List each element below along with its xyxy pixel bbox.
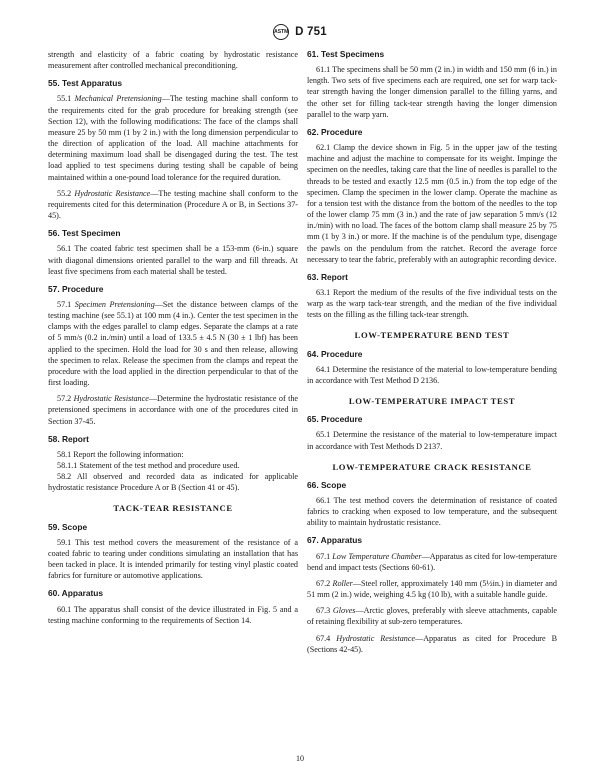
paragraph-62-1: 62.1 Clamp the device shown in Fig. 5 in the upper jaw of the testing machine and adjust the machine to compensate for its weight. Impinge the specimen on the needles, taking care that the line of needles is parallel to the threads to be tested and exactly 12.5 mm (0.5 in.) from the top edge of the specimen. Clamp the specimen in the lower clamp. Operate the machine as for a tension test with the distance from the bottom of the needles to the top of the lower clamp 75 mm (3 in.) and the rate of jaw separation 5 mm/s (12 in./min) with no load. The faces of the bottom clamp shall measure 25 by 75 mm (1 by 3 in.) or more. If the machine is of the pendulum type, disengage the pawls on the pendulum from the ratchet. Record the average force necessary to tear the fabric, preferably with an autographic recording device.	[307, 143, 557, 264]
section-low-temp-impact: LOW-TEMPERATURE IMPACT TEST	[348, 396, 516, 407]
paragraph-intro: strength and elasticity of a fabric coating by hydrostatic resistance measurement after controlled mechanical preconditioning.	[48, 50, 298, 71]
paragraph-58-1-1: 58.1.1 Statement of the test method and procedure used.	[57, 461, 240, 470]
page-header	[0, 24, 600, 40]
section-tack-tear: TACK-TEAR RESISTANCE	[113, 503, 233, 514]
paragraph-58-1: 58.1 Report the following information:	[57, 449, 184, 459]
heading-56: 56. Test Specimen	[48, 228, 121, 239]
section-low-temp-bend: LOW-TEMPERATURE BEND TEST	[354, 330, 510, 341]
heading-62: 62. Procedure	[307, 126, 363, 137]
heading-55: 55. Test Apparatus	[48, 78, 122, 89]
heading-58: 58. Report	[48, 433, 89, 444]
paragraph-61-1: 61.1 The specimens shall be 50 mm (2 in.) in width and 150 mm (6 in.) in length. Two sets of five specimens each are required, one set for warp tack-tear strength having the longer dimension parallel to the filling yarns, and the other set for filling tack-tear strength having the longer dimension parallel to the warp yarn.	[307, 65, 557, 119]
paragraph-59-1: 59.1 This test method covers the measurement of the resistance of a coated fabric to tearing under conditions simulating an installation that has been tacked in place. It is intended primarily for testing vinyl plastic coated fabrics for furniture or automotive applications.	[48, 537, 298, 581]
page-number: 10	[296, 754, 304, 763]
paragraph-55-2: 55.2 Hydrostatic Resistance—The testing machine shall conform to the requirements cited for this determination (Procedure A or B, in Sections 37-45).	[48, 188, 299, 221]
designation-title: D 751	[295, 26, 327, 38]
paragraph-67-2: 67.2 Roller—Steel roller, approximately 140 mm (5½in.) in diameter and 51 mm (2 in.) wide, weighing 4.5 kg (10 lb), with a suitable handle guide.	[307, 578, 557, 600]
paragraph-67-1: 67.1 Low Temperature Chamber—Apparatus as cited for low-temperature bend and impact tests (Sections 60-61).	[307, 551, 558, 572]
paragraph-56-1: 56.1 The coated fabric test specimen shall be a 153-mm (6-in.) square with diagonal dimensions oriented parallel to the warp and fill threads. At least five specimens from each material shall be tested.	[48, 244, 298, 276]
heading-66: 66. Scope	[307, 479, 347, 490]
heading-60: 60. Apparatus	[48, 588, 104, 599]
paragraph-55-1: 55.1 Mechanical Pretensioning—The testing machine shall conform to the requirements cited for the grab procedure for breaking strength (see Section 12), with the following modifications: The face of the clamps shall measure 25 by 50 mm (1 by 2 in.) with the long dimension perpendicular to the direction of application of the load. All machine attachments for determining maximum load shall be disengaged during the test. The test load applied to test specimens during testing shall be capable of being maintained within a one-pound load tolerance for the required duration.	[48, 94, 298, 182]
heading-59: 59. Scope	[48, 521, 88, 532]
paragraph-67-4: 67.4 Hydrostatic Resistance—Apparatus as cited for Procedure B (Sections 42-45).	[307, 633, 558, 654]
astm-logo: ASTM	[273, 24, 289, 40]
section-low-temp-crack: LOW-TEMPERATURE CRACK RESISTANCE	[332, 461, 532, 472]
heading-67: 67. Apparatus	[307, 535, 363, 546]
paragraph-57-2: 57.2 Hydrostatic Resistance—Determine the hydrostatic resistance of the pretensioned specimens in accordance with one of the procedures cited in Section 37-45.	[48, 394, 299, 426]
paragraph-60-1: 60.1 The apparatus shall consist of the device illustrated in Fig. 5 and a testing machine conforming to the requirements of Section 14.	[48, 604, 298, 625]
heading-65: 65. Procedure	[307, 414, 363, 425]
left-column	[48, 49, 298, 631]
heading-63: 63. Report	[307, 271, 348, 282]
heading-61: 61. Test Specimens	[307, 49, 385, 59]
heading-64: 64. Procedure	[307, 348, 363, 359]
paragraph-65-1: 65.1 Determine the resistance of the material to low-temperature impact in accordance with Test Methods D 2137.	[307, 430, 557, 451]
paragraph-57-1: 57.1 Specimen Pretensioning—Set the distance between clamps of the testing machine (see 55.1) at 100 mm (4 in.). Center the test specimen in the clamps with the edges parallel to clamp edges. Separate the clamps at a rate of 5 mm/s (0.2 in./min) until a load of 133.5 ± 4.5 N (30 ± 1 lbf) has been applied to the specimen. Hold the load for 30 s and then release, allowing the specimen to relax. Release the specimen from the clamps and repeat the procedure with the load applied in the direction perpendicular to that of the first loading.	[48, 299, 298, 388]
heading-57: 57. Procedure	[48, 283, 104, 294]
paragraph-63-1: 63.1 Report the medium of the results of the five individual tests on the warp as the warp tack-tear strength, and the median of the five individual tests on the filling as the filling tack-tear strength.	[307, 287, 557, 320]
paragraph-67-3: 67.3 Gloves—Arctic gloves, preferably with sleeve attachments, capable of retaining flexibility at sub-zero temperatures.	[307, 606, 557, 627]
paragraph-66-1: 66.1 The test method covers the determination of resistance of coated fabrics to cracking when exposed to low temperature, and the subsequent ability to maintain hydrostatic resistance.	[307, 496, 557, 528]
paragraph-58-2: 58.2 All observed and recorded data as indicated for applicable hydrostatic resistance Procedure A or B (Section 41 or 45).	[48, 472, 298, 493]
right-column	[307, 49, 557, 660]
paragraph-64-1: 64.1 Determine the resistance of the material to low-temperature bending in accordance with Test Method D 2136.	[307, 364, 557, 385]
